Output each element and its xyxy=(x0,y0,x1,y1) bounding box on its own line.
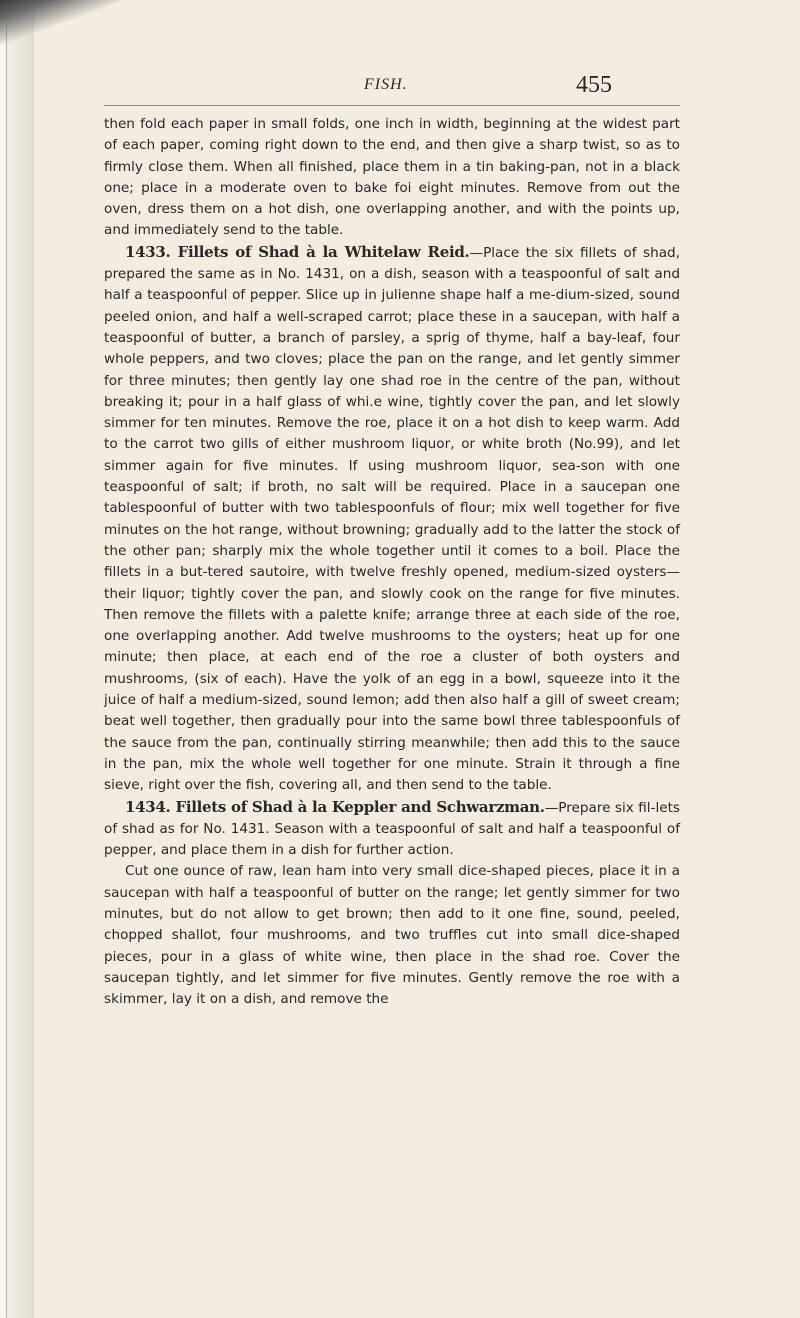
recipe-1433-paragraph xyxy=(104,242,680,797)
recipe-1433-heading: 1433. Fillets of Shad à la Whitelaw Reid. xyxy=(125,242,470,261)
recipe-1434-heading: 1434. Fillets of Shad à la Keppler and Schwarzman. xyxy=(125,797,545,816)
recipe-1434-paragraph-2: Cut one ounce of raw, lean ham into very small dice-shaped pieces, place it in a saucepan with half a teaspoonful of butter on the range; let gently simmer for two minutes, but do not allow to get brown; then add to it one fine, sound, peeled, chopped shallot, four mushrooms, and two truffles cut into small dice-shaped pieces, pour in a glass of white wine, then place in the shad roe. Cover the saucepan tightly, and let simmer for five minutes. Gently remove the roe with a skimmer, lay it on a dish, and remove the xyxy=(104,863,680,1008)
running-head: FISH. xyxy=(364,76,408,93)
page-body xyxy=(104,114,680,1010)
header-rule xyxy=(104,105,680,106)
page-corner-shadow xyxy=(0,0,120,60)
recipe-1434-paragraph xyxy=(104,797,680,862)
page-number: 455 xyxy=(576,72,612,98)
recipe-1433-text: —Place the six fillets of shad, prepared the same as in No. 1431, on a dish, season with a teaspoonful of salt and half a teaspoonful of pepper. Slice up in julienne shape half a me-dium-sized, sound peeled onion, and half a well-scraped carrot; place these in a saucepan, with half a teaspoonful of butter, a branch of parsley, a sprig of thyme, half a bay-leaf, four whole peppers, and two cloves; place the pan on the range, and let gently simmer for three minutes; then gently lay one shad roe in the centre of the pan, without breaking it; pour in a half glass of whi.e wine, tightly cover the pan, and let slowly simmer for ten minutes. Remove the roe, place it on a hot dish to keep warm. Add to the carrot two gills of either mushroom liquor, or white broth (No.99), and let simmer again for five minutes. If using mushroom liquor, sea-son with one teaspoonful of salt; if broth, no salt will be required. Place in a saucepan one tablespoonful of butter with two tablespoonfuls of flour; mix well together for five minutes on the hot range, without browning; gradually add to the latter the stock of the other pan; sharply mix the whole together until it comes to a boil. Place the fillets in a but-tered sautoire, with twelve freshly opened, medium-sized oysters—their liquor; tightly cover the pan, and slowly cook on the range for five minutes. Then remove the fillets with a palette knife; arrange three at each side of the roe, one overlapping another. Add twelve mushrooms to the oysters; heat up for one minute; then place, at each end of the roe a cluster of both oysters and mushrooms, (six of each). Have the yolk of an egg in a bowl, squeeze into it the juice of half a medium-sized, sound lemon; add then also half a gill of sweet cream; beat well together, then gradually pour into the same bowl three tablespoonfuls of the sauce from the pan, continually stirring meanwhile; then add this to the sauce in the pan, mix the whole well together for one minute. Strain it through a fine sieve, right over the fish, covering all, and then send to the table. xyxy=(104,244,680,794)
continuation-paragraph: then fold each paper in small folds, one inch in width, beginning at the widest part of each paper, coming right down to the end, and then give a sharp twist, so as to firmly close them. When all finished, place them in a tin baking-pan, not in a black one; place in a moderate oven to bake foi eight minutes. Remove from out the oven, dress them on a hot dish, one overlapping another, and with the points up, and immediately send to the table. xyxy=(104,116,680,239)
recipe-1434-text: —Prepare six fil-lets of shad as for No. 1431. Season with a teaspoonful of salt and half a teaspoonful of pepper, and place them in a dish for further action. xyxy=(104,799,680,859)
gutter-fold-line xyxy=(6,0,7,1318)
